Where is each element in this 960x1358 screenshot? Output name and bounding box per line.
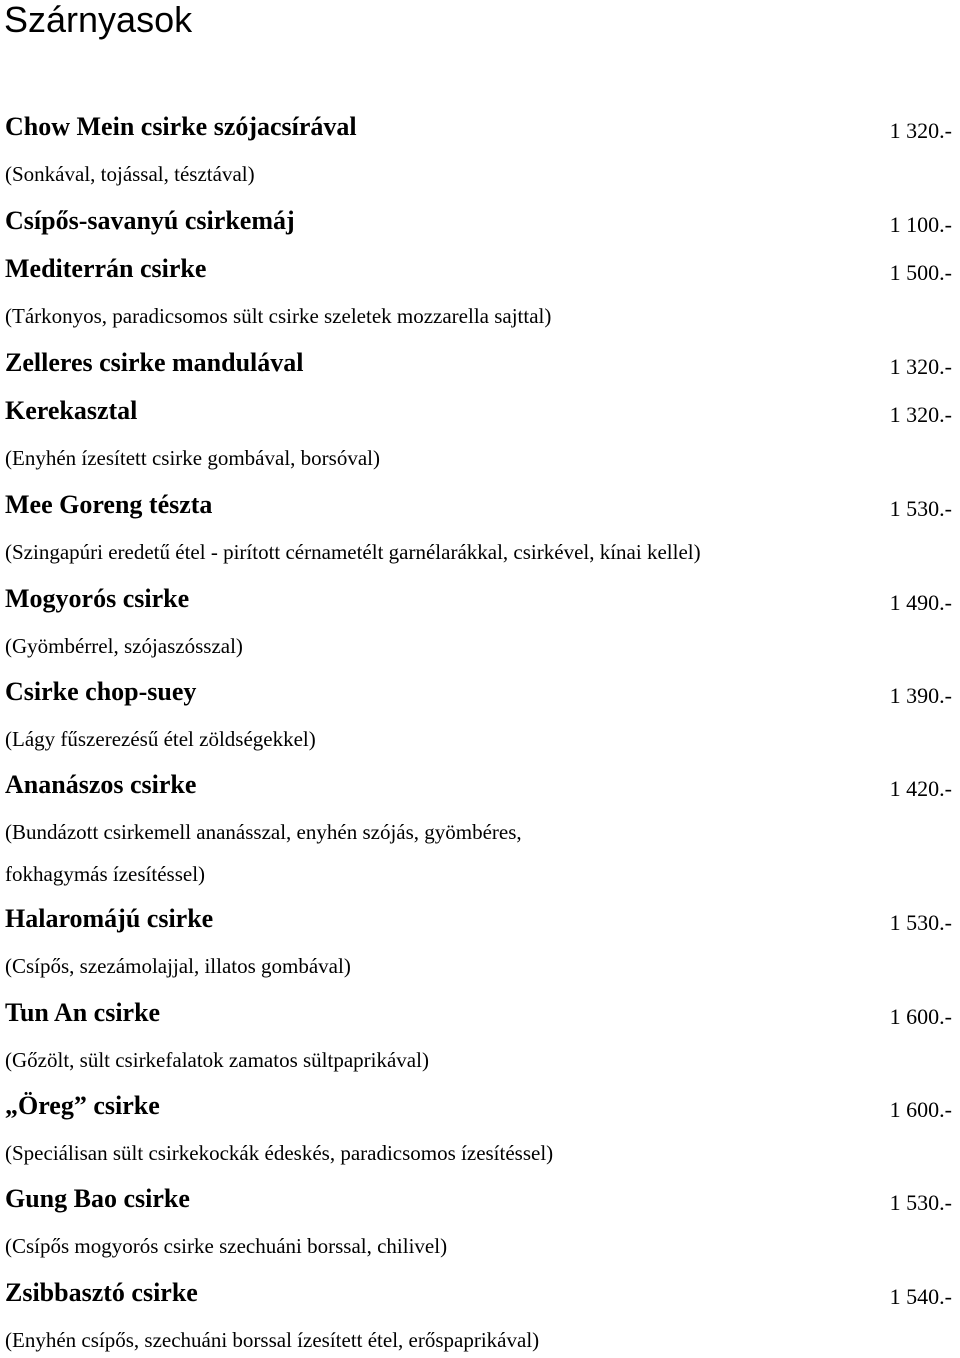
- menu-item: [0, 1278, 960, 1308]
- menu-item-description: (Sonkával, tojással, tésztával): [5, 162, 255, 186]
- menu-item: [0, 998, 960, 1028]
- menu-item-name: Csípős-savanyú csirkemáj: [5, 206, 295, 235]
- menu-item-name: Gung Bao csirke: [5, 1184, 190, 1213]
- menu-item-name: „Öreg” csirke: [5, 1091, 160, 1120]
- menu-item-description: fokhagymás ízesítéssel): [5, 862, 206, 886]
- menu-item-name: Mediterrán csirke: [5, 254, 207, 283]
- menu-item-name: Chow Mein csirke szójacsírával: [5, 112, 357, 141]
- menu-item-price: 1 320.-: [889, 354, 952, 379]
- menu-item-price: 1 390.-: [889, 683, 952, 708]
- page-title: Szárnyasok: [4, 0, 193, 40]
- menu-item: [0, 677, 960, 707]
- menu-item-price: 1 530.-: [889, 496, 952, 521]
- menu-item-price: 1 320.-: [889, 402, 952, 427]
- menu-item-description: (Speciálisan sült csirkekockák édeskés, paradicsomos ízesítéssel): [5, 1141, 554, 1165]
- menu-item-name: Tun An csirke: [5, 998, 161, 1027]
- menu-item: [0, 584, 960, 614]
- menu-item: [0, 112, 960, 142]
- menu-item-price: 1 530.-: [889, 1190, 952, 1215]
- menu-item: [0, 254, 960, 284]
- menu-item-price: 1 530.-: [889, 910, 952, 935]
- menu-item-price: 1 100.-: [889, 212, 952, 237]
- menu-item-name: Ananászos csirke: [5, 770, 197, 799]
- menu-item-description: (Gőzölt, sült csirkefalatok zamatos sültpaprikával): [5, 1048, 429, 1072]
- menu-item: [0, 1091, 960, 1121]
- menu-item-description: (Szingapúri eredetű étel - pirított cérnametélt garnélarákkal, csirkével, kínai kellel): [5, 540, 701, 564]
- menu-item: [0, 396, 960, 426]
- menu-item-price: 1 490.-: [889, 590, 952, 615]
- menu-item-name: Halaromájú csirke: [5, 904, 214, 933]
- menu-item-price: 1 500.-: [889, 260, 952, 285]
- menu-item: [0, 206, 960, 236]
- menu-item: [0, 1184, 960, 1214]
- menu-item-description: (Bundázott csirkemell ananásszal, enyhén szójás, gyömbéres,: [5, 820, 522, 844]
- menu-item-name: Mee Goreng tészta: [5, 490, 213, 519]
- menu-item-name: Zsibbasztó csirke: [5, 1278, 198, 1307]
- menu-item-description: (Tárkonyos, paradicsomos sült csirke szeletek mozzarella sajttal): [5, 304, 552, 328]
- menu-item: [0, 904, 960, 934]
- menu-item-description: (Enyhén ízesített csirke gombával, borsóval): [5, 446, 380, 470]
- menu-item: [0, 348, 960, 378]
- menu-item-price: 1 600.-: [889, 1097, 952, 1122]
- menu-item: [0, 770, 960, 800]
- menu-item-description: (Enyhén csípős, szechuáni borssal ízesített étel, erőspaprikával): [5, 1328, 540, 1352]
- menu-item-description: (Gyömbérrel, szójaszósszal): [5, 634, 243, 658]
- menu-item-description: (Csípős mogyorós csirke szechuáni borssal, chilivel): [5, 1234, 448, 1258]
- menu-item: [0, 490, 960, 520]
- menu-item-price: 1 540.-: [889, 1284, 952, 1309]
- menu-item-name: Mogyorós csirke: [5, 584, 190, 613]
- menu-item-name: Csirke chop-suey: [5, 677, 197, 706]
- menu-item-name: Kerekasztal: [5, 396, 138, 425]
- menu-item-price: 1 600.-: [889, 1004, 952, 1029]
- menu-item-price: 1 320.-: [889, 118, 952, 143]
- menu-item-price: 1 420.-: [889, 776, 952, 801]
- menu-item-description: (Lágy fűszerezésű étel zöldségekkel): [5, 727, 316, 751]
- menu-item-description: (Csípős, szezámolajjal, illatos gombával): [5, 954, 351, 978]
- menu-item-name: Zelleres csirke mandulával: [5, 348, 304, 377]
